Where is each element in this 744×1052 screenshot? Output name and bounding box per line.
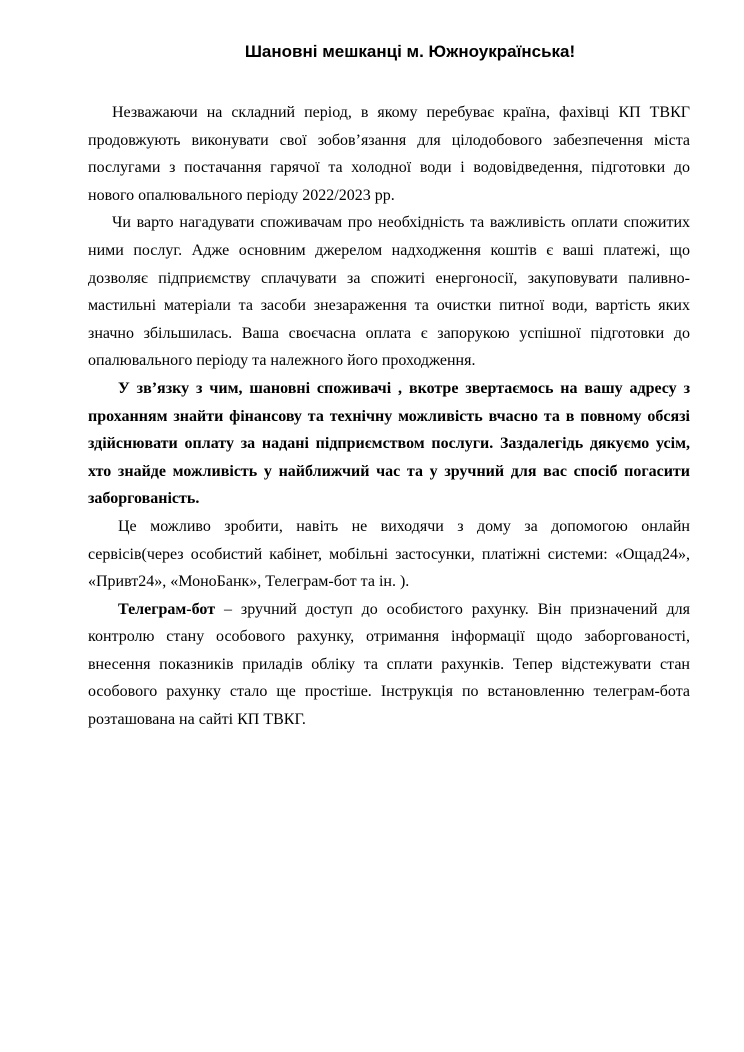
page-title: Шановні мешканці м. Южноукраїнська!	[244, 42, 576, 61]
document-body	[88, 99, 690, 734]
telegram-bot-term: Телеграм-бот	[118, 600, 216, 618]
paragraph-intro: Незважаючи на складний період, в якому перебуває країна, фахівці КП ТВКГ продовжують виконувати свої зобов’язання для цілодобового забезпечення міста послугами з постачання гарячої та холодної води і водовідведення, підготовки до нового опалювального періоду 2022/2023 рр.	[88, 104, 690, 204]
paragraph-payment-importance: Чи варто нагадувати споживачам про необхідність та важливість оплати спожитих ними послуг. Адже основним джерелом надходження коштів є ваші платежі, що дозволяє підприємству сплачувати за спожиті енергоносії, закуповувати паливно-мастильні матеріали та засоби знезараження та очистки питної води, вартість яких значно збільшилась. Ваша своєчасна оплата є запорукою успішної підготовки до опалювального періоду та належного його проходження.	[88, 214, 690, 370]
paragraph-online-services: Це можливо зробити, навіть не виходячи з дому за допомогою онлайн сервісів(через особистий кабінет, мобільні застосунки, платіжні системи: «Ощад24», «Привт24», «МоноБанк», Телеграм-бот та ін. ).	[88, 517, 690, 591]
paragraph-appeal: У зв’язку з чим, шановні споживачі , вкотре звертаємось на вашу адресу з проханням знайти фінансову та технічну можливість вчасно та в повному обсязі здійснювати оплату за надані підприємством послуги. Заздалегідь дякуємо усім, хто знайде можливість у найближчий час та у зручний для вас спосіб погасити заборгованість.	[88, 379, 690, 508]
telegram-bot-description: – зручний доступ до особистого рахунку. Він призначений для контролю стану особового рахунку, отримання інформації щодо заборгованості, внесення показників приладів обліку та сплати рахунків. Тепер відстежувати стан особового рахунку стало ще простіше. Інструкція по встановленню телеграм-бота розташована на сайті КП ТВКГ.	[88, 600, 690, 729]
paragraph-telegram-bot	[88, 596, 690, 734]
